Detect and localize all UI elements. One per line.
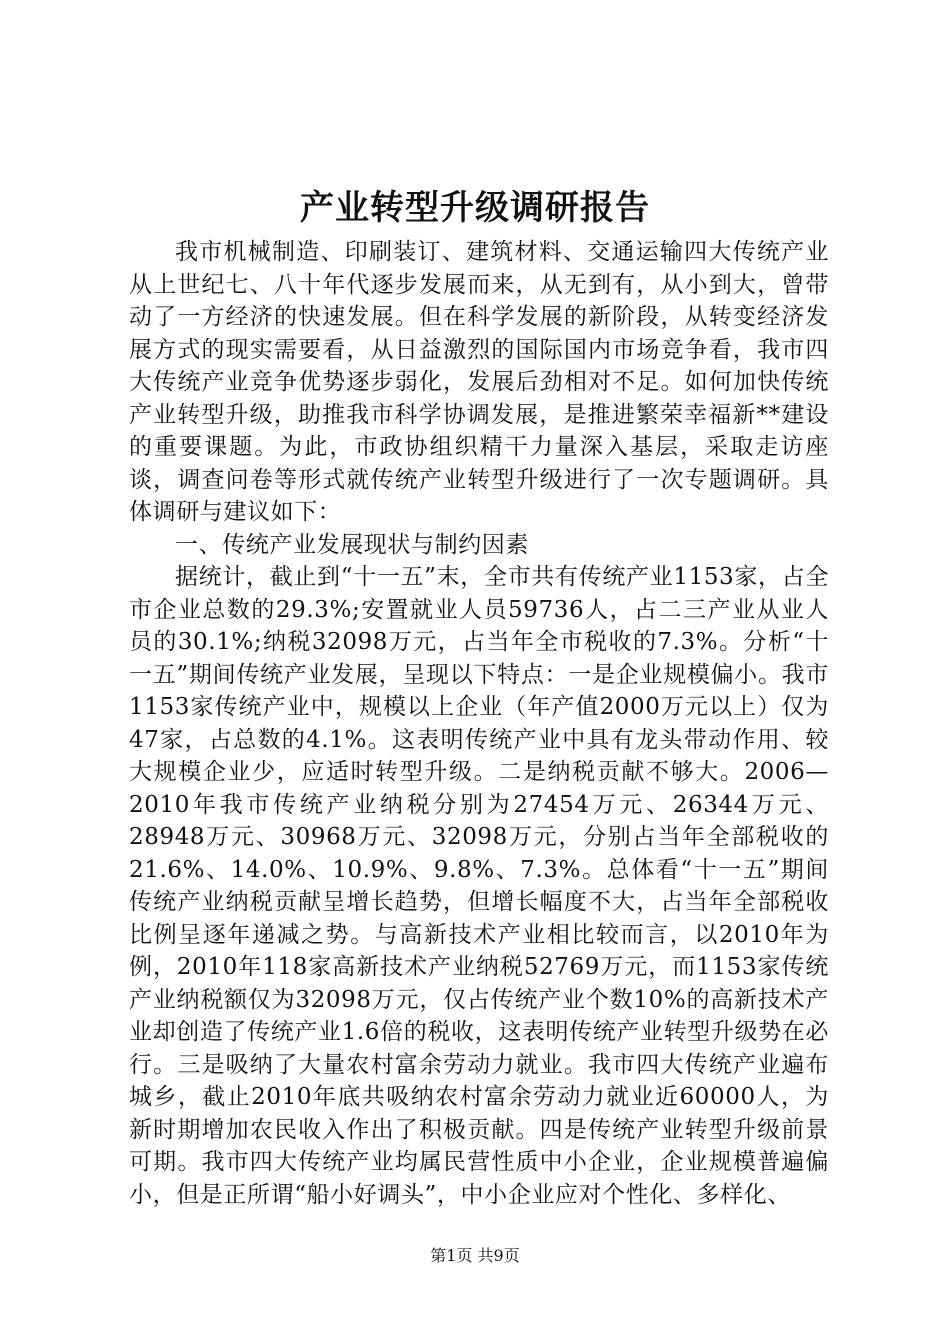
intro-paragraph: 我市机械制造、印刷装订、建筑材料、交通运输四大传统产业从上世纪七、八十年代逐步发展而来，从无到有，从小到大，曾带动了一方经济的快速发展。但在科学发展的新阶段，从转变经济发展方式的现实需要看，从日益激烈的国际国内市场竞争看，我市四大传统产业竞争优势逐步弱化，发展后劲相对不足。如何加快传统产业转型升级，助推我市科学协调发展，是推进繁荣幸福新**建设的重要课题。为此，市政协组织精干力量深入基层，采取走访座谈，调查问卷等形式就传统产业转型升级进行了一次专题调研。具体调研与建议如下：	[129, 239, 829, 525]
document-title: 产业转型升级调研报告	[300, 188, 650, 228]
statistics-paragraph: 据统计，截止到“十一五”末，全市共有传统产业1153家，占全市企业总数的29.3%;安置就业人员59736人，占二三产业从业人员的30.1%;纳税32098万元，占当年全市税收的7.3%。分析“十一五”期间传统产业发展，呈现以下特点：一是企业规模偏小。我市1153家传统产业中，规模以上企业（年产值2000万元以上）仅为47家，占总数的4.1%。这表明传统产业中具有龙头带动作用、较大规模企业少，应适时转型升级。二是纳税贡献不够大。2006—2010年我市传统产业纳税分别为27454万元、26344万元、28948万元、30968万元、32098万元，分别占当年全部税收的21.6%、14.0%、10.9%、9.8%、7.3%。总体看“十一五”期间传统产业纳税贡献呈增长趋势，但增长幅度不大，占当年全部税收比例呈逐年递减之势。与高新技术产业相比较而言，以2010年为例，2010年118家高新技术产业纳税52769万元，而1153家传统产业纳税额仅为32098万元，仅占传统产业个数10%的高新技术产业却创造了传统产业1.6倍的税收，这表明传统产业转型升级势在必行。三是吸纳了大量农村富余劳动力就业。我市四大传统产业遍布城乡，截止2010年底共吸纳农村富余劳动力就业近60000人，为新时期增加农民收入作出了积极贡献。四是传统产业转型升级前景可期。我市四大传统产业均属民营性质中小企业，企业规模普遍偏小，但是正所谓“船小好调头”，中小企业应对个性化、多样化、	[129, 564, 829, 1208]
page-number-footer: 第1页 共9页	[430, 1246, 520, 1265]
document-body	[129, 236, 829, 1211]
section-heading: 一、传统产业发展现状与制约因素	[175, 531, 529, 558]
